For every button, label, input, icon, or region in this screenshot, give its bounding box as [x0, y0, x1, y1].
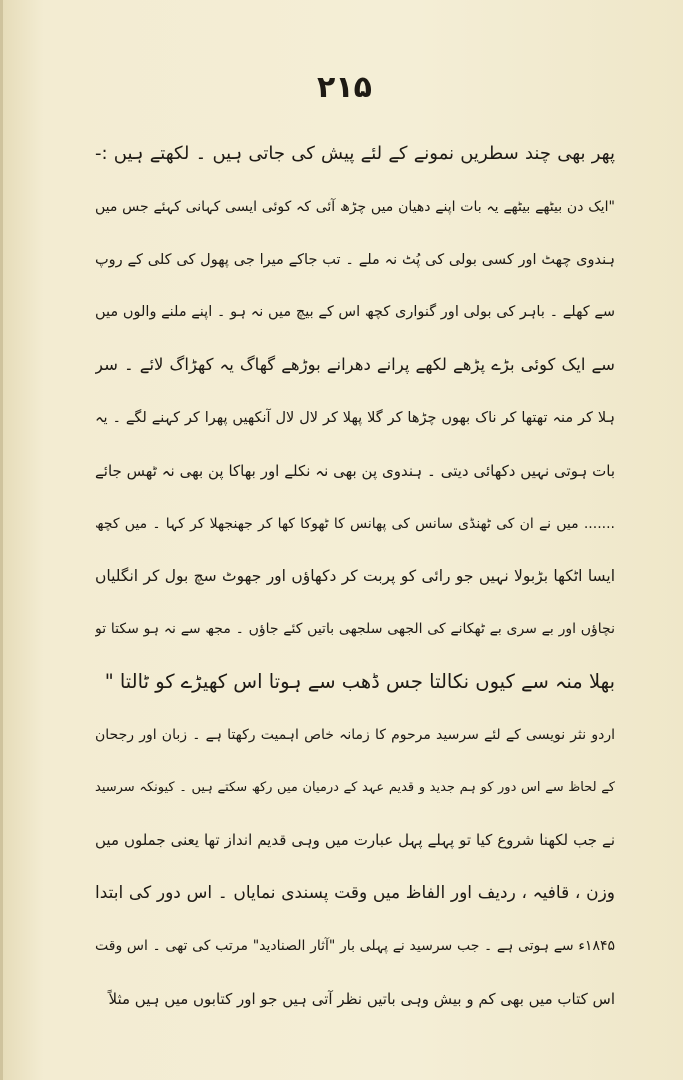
text-line: ہلا کر منہ تھتھا کر ناک بھوں چڑھا کر گلا پھلا کر لال لال آنکھیں پھرا کر کہنے لگے ۔ یہ	[95, 409, 615, 426]
text-line: وزن ، قافیہ ، ردیف اور الفاظ میں وقت پسندی نمایاں ۔ اس دور کی ابتدا	[95, 883, 615, 904]
text-line: ہندوی چھٹ اور کسی بولی کی پُٹ نہ ملے ۔ تب جاکے میرا جی پھول کی کلی کے روپ	[95, 251, 615, 268]
text-line: بھلا منہ سے کیوں نکالتا جس ڈھب سے ہوتا اس کھیڑے کو ٹالتا "	[104, 669, 615, 693]
text-line: بات ہوتی نہیں دکھائی دیتی ۔ ہندوی پن بھی نہ نکلے اور بھاکا پن بھی نہ ٹھس جائے	[95, 461, 615, 480]
page-text	[95, 128, 615, 1026]
text-line: ....... میں نے ان کی ٹھنڈی سانس کی پھانس کا ٹھوکا کھا کر جھنجھلا کر کہا ۔ میں کچھ	[95, 515, 615, 532]
text-line: کے لحاظ سے اس دور کو ہم جدید و قدیم عہد کے درمیان میں رکھ سکتے ہیں ۔ کیونکہ سرسید	[95, 779, 615, 795]
text-line: اس کتاب میں بھی کم و بیش وہی باتیں نظر آتی ہیں جو اور کتابوں میں ہیں مثلاً	[108, 989, 615, 1008]
text-line: اردو نثر نویسی کے لئے سرسید مرحوم کا زمانہ خاص اہمیت رکھتا ہے ۔ زبان اور رجحان	[95, 726, 615, 743]
text-line: "ایک دن بیٹھے بیٹھے یہ بات اپنے دھیان میں چڑھ آئی کہ کوئی ایسی کہانی کہئے جس میں	[95, 198, 615, 215]
text-line: ۱۸۴۵ء سے ہوتی ہے ۔ جب سرسید نے پہلی بار "آثار الصنادید" مرتب کی تھی ۔ اس وقت	[95, 937, 615, 954]
text-line: نچاؤں اور بے سری بے ٹھکانے کی الجھی سلجھی باتیں کئے جاؤں ۔ مجھ سے نہ ہو سکتا تو	[95, 621, 615, 638]
text-line: پھر بھی چند سطریں نمونے کے لئے پیش کی جاتی ہیں ۔ لکھتے ہیں :-	[95, 143, 615, 164]
text-line: سے کھلے ۔ باہر کی بولی اور گنواری کچھ اس کے بیچ میں نہ ہو ۔ اپنے ملنے والوں میں	[95, 304, 615, 321]
page-number: ۲۱۵	[317, 70, 372, 105]
text-line: سے ایک کوئی بڑے پڑھے لکھے پرانے دھرانے بوڑھے گھاگ یہ کھڑاگ لائے ۔ سر	[95, 355, 615, 375]
text-line: نے جب لکھنا شروع کیا تو پہلے پہل عبارت میں وہی قدیم انداز تھا یعنی جملوں میں	[95, 831, 615, 850]
text-line: ایسا اٹکھا بڑبولا نہیں جو رائی کو پربت کر دکھاؤں اور جھوٹ سچ بول کر انگلیاں	[95, 567, 615, 586]
